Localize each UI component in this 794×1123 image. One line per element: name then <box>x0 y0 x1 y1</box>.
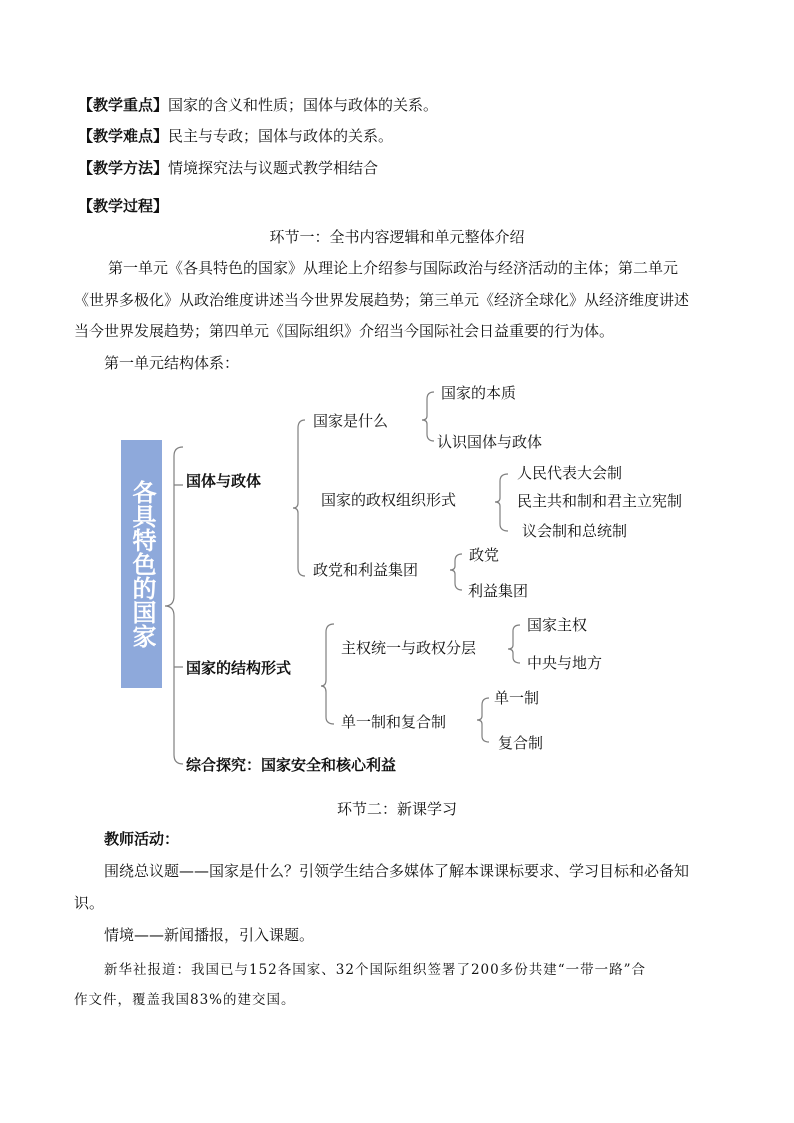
structure-label: 第一单元结构体系： <box>104 354 240 372</box>
node-regime-form: 国家的政权组织形式 <box>321 491 457 509</box>
node-parties-groups: 政党和利益集团 <box>313 561 419 579</box>
section1-paragraph-line2: 《世界多极化》从政治维度讲述当今世界发展趋势；第三单元《经济全球化》从经济维度讲述 <box>74 291 690 309</box>
teaching-difficulty-label: 【教学难点】 <box>78 127 169 145</box>
section1-paragraph-line1: 第一单元《各具特色的国家》从理论上介绍参与国际政治与经济活动的主体；第二单元 <box>108 259 679 277</box>
mindmap-root-box <box>121 440 162 688</box>
node-national-sovereignty: 国家主权 <box>527 616 588 634</box>
section1-paragraph-line3: 当今世界发展趋势；第四单元《国际组织》介绍当今国际社会日益重要的行为体。 <box>74 322 615 340</box>
node-parties: 政党 <box>469 546 500 564</box>
brace-n1b <box>495 474 508 531</box>
section2-paragraph1-line1: 围绕总议题——国家是什么？引领学生结合多媒体了解本课课标要求、学习目标和必备知 <box>104 862 690 880</box>
brace-n2b <box>477 698 489 742</box>
teacher-activity-heading: 教师活动： <box>104 830 180 848</box>
mindmap-root-label: 各具特色的国家 <box>128 480 156 648</box>
teaching-process-heading: 【教学过程】 <box>78 197 169 215</box>
brace-root-mid <box>174 485 183 667</box>
teaching-difficulty-text: 民主与专政；国体与政体的关系。 <box>168 127 394 145</box>
brace-root <box>165 447 183 764</box>
brace-n2a <box>508 625 520 663</box>
node-nature-of-state: 国家的本质 <box>441 384 517 402</box>
node-state-system: 国体与政体 <box>186 472 262 490</box>
brace-n1 <box>293 420 305 576</box>
node-parliament-president: 议会制和总统制 <box>522 522 628 540</box>
node-structure-form: 国家的结构形式 <box>186 659 292 677</box>
node-comprehensive-inquiry: 综合探究：国家安全和核心利益 <box>186 756 397 774</box>
node-unitary: 单一制 <box>494 689 540 707</box>
node-what-is-state: 国家是什么 <box>313 412 389 430</box>
brace-n2 <box>321 624 334 724</box>
node-understand-system: 认识国体与政体 <box>437 433 543 451</box>
node-central-local: 中央与地方 <box>527 654 603 672</box>
brace-n1a <box>422 392 434 441</box>
node-sovereignty-layers: 主权统一与政权分层 <box>341 639 477 657</box>
node-interest-groups: 利益集团 <box>468 582 529 600</box>
section2-paragraph1-line2: 识。 <box>74 894 105 912</box>
teaching-method-text: 情境探究法与议题式教学相结合 <box>168 159 379 177</box>
node-compound: 复合制 <box>498 734 544 752</box>
news-report-line2: 作文件，覆盖我国83%的建交国。 <box>74 992 296 1008</box>
node-unitary-compound: 单一制和复合制 <box>341 713 447 731</box>
node-npc-system: 人民代表大会制 <box>517 464 623 482</box>
section2-title: 环节二：新课学习 <box>336 800 457 818</box>
news-report-line1: 新华社报道：我国已与152各国家、32个国际组织签署了200多份共建“一带一路”合 <box>104 962 647 978</box>
teaching-focus-label: 【教学重点】 <box>78 96 169 114</box>
teaching-method-label: 【教学方法】 <box>78 159 169 177</box>
teaching-focus-text: 国家的含义和性质；国体与政体的关系。 <box>168 96 439 114</box>
section2-paragraph2: 情境——新闻播报，引入课题。 <box>104 926 315 944</box>
node-republic-monarchy: 民主共和制和君主立宪制 <box>517 492 683 510</box>
brace-n1c <box>450 554 462 590</box>
section1-title: 环节一：全书内容逻辑和单元整体介绍 <box>269 228 525 246</box>
